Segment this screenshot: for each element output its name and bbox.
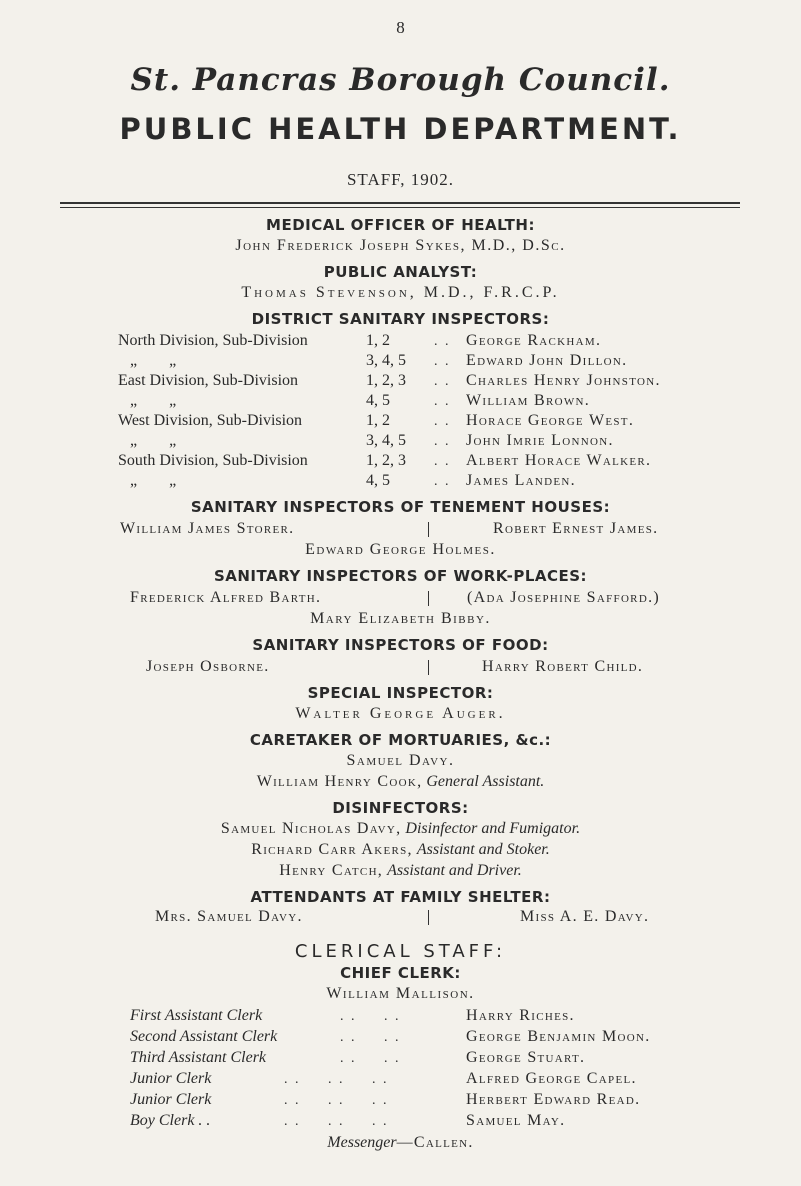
council-title: St. Pancras Borough Council. [130, 62, 671, 98]
leader-dots: . . [434, 334, 451, 349]
disinfector-name: Samuel Nicholas Davy, [220, 820, 402, 837]
leader-dots: . . [434, 414, 451, 429]
leader-dots: . . [434, 474, 451, 489]
tenement-heading: SANITARY INSPECTORS OF TENEMENT HOUSES: [190, 498, 611, 516]
disinfector-name: Henry Catch, [279, 862, 384, 879]
district-inspector: Charles Henry Johnston. [466, 372, 661, 389]
disinfector-name: Richard Carr Akers, [251, 841, 413, 858]
leader-dots: . . [434, 354, 451, 369]
food-inspector-right: Harry Robert Child. [482, 658, 644, 675]
double-rule-top [60, 202, 740, 204]
district-division: North Division, Sub-Division [118, 332, 308, 349]
clerk-role: Junior Clerk [130, 1070, 212, 1087]
clerk-name: George Benjamin Moon. [466, 1028, 651, 1045]
analyst-name: Thomas Stevenson, M.D., F.R.C.P. [241, 284, 560, 301]
district-ditto: „ „ [130, 352, 177, 369]
clerk-name: George Stuart. [466, 1049, 586, 1066]
district-division: West Division, Sub-Division [118, 412, 303, 429]
district-division: South Division, Sub-Division [118, 452, 308, 469]
shelter-heading: ATTENDANTS AT FAMILY SHELTER: [250, 888, 551, 906]
shelter-attendant-right: Miss A. E. Davy. [520, 908, 650, 925]
district-inspector: Horace George West. [466, 412, 635, 429]
double-rule-bottom [60, 207, 740, 208]
district-subs: 3, 4, 5 [366, 352, 406, 369]
district-ditto: „ „ [130, 392, 177, 409]
district-subs: 4, 5 [366, 392, 390, 409]
staff-year: STAFF, 1902. [346, 170, 455, 189]
column-divider [428, 591, 429, 606]
clerk-role: Junior Clerk [130, 1091, 212, 1108]
district-subs: 4, 5 [366, 472, 390, 489]
disinfector-role: Assistant and Stoker. [416, 841, 550, 858]
disinfector-role: Disinfector and Fumigator. [405, 820, 581, 837]
mortuaries-assistant-name: William Henry Cook, [256, 773, 423, 790]
clerk-name: Samuel May. [466, 1112, 566, 1129]
clerk-name: Herbert Edward Read. [466, 1091, 641, 1108]
clerk-role: Boy Clerk . . [130, 1112, 211, 1129]
workplaces-inspector-right: (Ada Josephine Safford.) [467, 589, 660, 606]
messenger-name: —Callen. [396, 1134, 474, 1151]
clerk-role: Third Assistant Clerk [130, 1049, 267, 1066]
district-inspector: William Brown. [466, 392, 591, 409]
district-inspector: Edward John Dillon. [466, 352, 628, 369]
clerical-heading: CLERICAL STAFF: [294, 941, 507, 962]
messenger-line [0, 1134, 801, 1152]
leader-dots: . . . . . . [284, 1072, 389, 1087]
tenement-inspector-below: Edward George Holmes. [305, 541, 496, 558]
district-subs: 1, 2, 3 [366, 452, 406, 469]
mortuaries-assistant-role: General Assistant. [426, 773, 545, 790]
leader-dots: . . . . [340, 1009, 401, 1024]
district-ditto: „ „ [130, 432, 177, 449]
moh-heading: MEDICAL OFFICER OF HEALTH: [266, 216, 535, 234]
food-heading: SANITARY INSPECTORS OF FOOD: [252, 636, 549, 654]
column-divider [428, 522, 429, 537]
district-subs: 1, 2, 3 [366, 372, 406, 389]
clerk-name: Harry Riches. [466, 1007, 575, 1024]
clerk-role: First Assistant Clerk [130, 1007, 263, 1024]
leader-dots: . . . . . . [284, 1093, 389, 1108]
leader-dots: . . [434, 394, 451, 409]
column-divider [428, 660, 429, 675]
workplaces-inspector-below: Mary Elizabeth Bibby. [310, 610, 491, 627]
district-inspector: James Landen. [466, 472, 576, 489]
district-ditto: „ „ [130, 472, 177, 489]
food-inspector-left: Joseph Osborne. [146, 658, 270, 675]
tenement-inspector-right: Robert Ernest James. [493, 520, 659, 537]
district-subs: 1, 2 [366, 332, 390, 349]
special-heading: SPECIAL INSPECTOR: [307, 684, 494, 702]
messenger-label: Messenger [327, 1134, 397, 1151]
disinfector-row [0, 841, 801, 859]
page-number: 8 [396, 18, 405, 37]
disinfector-row [0, 820, 801, 838]
clerk-name: Alfred George Capel. [466, 1070, 637, 1087]
clerk-role: Second Assistant Clerk [130, 1028, 278, 1045]
mortuaries-caretaker: Samuel Davy. [346, 752, 455, 769]
workplaces-heading: SANITARY INSPECTORS OF WORK-PLACES: [213, 567, 588, 585]
analyst-heading: PUBLIC ANALYST: [323, 263, 478, 281]
department-title: PUBLIC HEALTH DEPARTMENT. [119, 112, 682, 146]
disinfectors-heading: DISINFECTORS: [332, 799, 469, 817]
tenement-inspector-left: William James Storer. [120, 520, 295, 537]
leader-dots: . . [434, 454, 451, 469]
district-subs: 3, 4, 5 [366, 432, 406, 449]
column-divider [428, 910, 429, 925]
disinfector-role: Assistant and Driver. [387, 862, 522, 879]
moh-name: John Frederick Joseph Sykes, M.D., D.Sc. [235, 237, 566, 254]
district-inspector: George Rackham. [466, 332, 602, 349]
disinfector-row [0, 862, 801, 880]
special-inspector: Walter George Auger. [295, 705, 506, 722]
district-division: East Division, Sub-Division [118, 372, 299, 389]
leader-dots: . . . . [340, 1030, 401, 1045]
mortuaries-assistant [0, 773, 801, 791]
chief-clerk-name: William Mallison. [326, 985, 475, 1002]
district-subs: 1, 2 [366, 412, 390, 429]
leader-dots: . . [434, 374, 451, 389]
district-heading: DISTRICT SANITARY INSPECTORS: [251, 310, 550, 328]
leader-dots: . . [434, 434, 451, 449]
workplaces-inspector-left: Frederick Alfred Barth. [130, 589, 322, 606]
mortuaries-heading: CARETAKER OF MORTUARIES, &c.: [249, 731, 552, 749]
chief-clerk-heading: CHIEF CLERK: [340, 964, 461, 982]
district-inspector: John Imrie Lonnon. [466, 432, 614, 449]
district-inspector: Albert Horace Walker. [466, 452, 652, 469]
leader-dots: . . . . . . [284, 1114, 389, 1129]
leader-dots: . . . . [340, 1051, 401, 1066]
shelter-attendant-left: Mrs. Samuel Davy. [155, 908, 303, 925]
